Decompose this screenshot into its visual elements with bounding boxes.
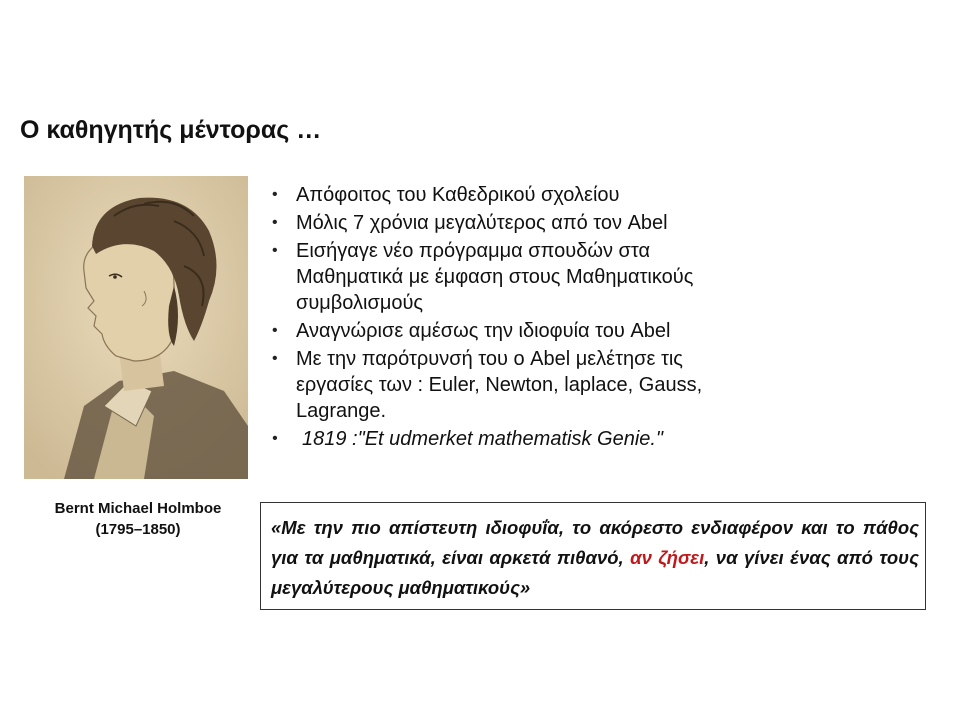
bullet-icon: • — [272, 214, 278, 231]
portrait-image — [24, 176, 248, 479]
bullet-icon: • — [272, 186, 278, 203]
bullet-icon: • — [272, 350, 278, 367]
slide-title: Ο καθηγητής μέντορας … — [20, 116, 322, 144]
quote-highlight: αν ζήσει — [630, 547, 705, 568]
bullet-text: Αναγνώρισε αμέσως την ιδιοφυία του Abel — [296, 320, 671, 342]
bullet-text: Με την παρότρυνσή του ο Abel μελέτησε τις εργασίες των : Euler, Newton, laplace, Gauss, Lagrange. — [296, 348, 703, 422]
bullet-item — [264, 210, 734, 236]
bullet-icon: • — [272, 322, 278, 339]
bullet-item — [264, 346, 734, 424]
bullet-icon: • — [272, 242, 278, 259]
bullet-item — [264, 238, 734, 316]
bullet-text: Απόφοιτος του Καθεδρικού σχολείου — [296, 184, 620, 206]
portrait-sketch — [24, 176, 248, 479]
bullet-item — [264, 182, 734, 208]
bullet-text: Μόλις 7 χρόνια μεγαλύτερος από τον Abel — [296, 212, 668, 234]
bullet-item — [264, 426, 734, 452]
portrait-caption-years: (1795–1850) — [95, 521, 181, 538]
bullet-item — [264, 318, 734, 344]
quote-box — [260, 502, 926, 610]
portrait-caption-name: Bernt Michael Holmboe — [54, 500, 222, 517]
bullet-list — [264, 182, 734, 454]
bullet-text: 1819 :"Et udmerket mathematisk Genie." — [302, 428, 664, 450]
bullet-text: Εισήγαγε νέο πρόγραμμα σπουδών στα Μαθηματικά με έμφαση στους Μαθηματικούς συμβολισμούς — [296, 240, 694, 314]
bullet-icon: • — [272, 430, 278, 447]
quote-text-end: , να γίνει ένας από τους μεγαλύτερους μαθηματικούς» — [271, 547, 919, 598]
quote-text-start: «Με την πιο απίστευτη ιδιοφυΐα, το ακόρεστο ενδιαφέρον και το πάθος για τα μαθηματικά, είναι αρκετά πιθανό, — [271, 517, 919, 568]
portrait-caption — [20, 498, 256, 540]
